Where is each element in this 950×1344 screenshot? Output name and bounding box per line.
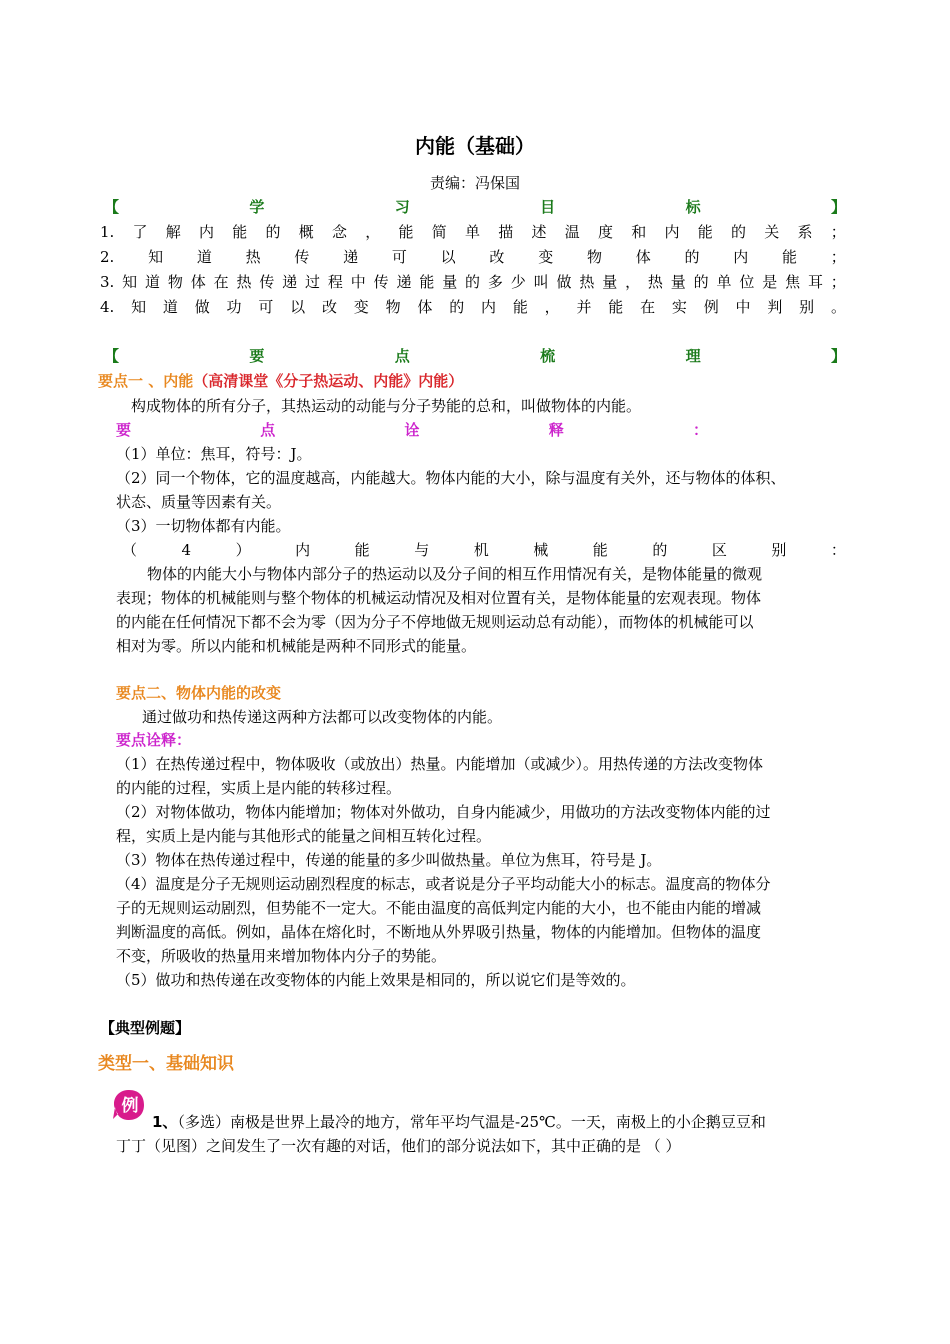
char: 多 — [487, 273, 503, 291]
char: 的 — [465, 273, 481, 291]
char: 叫 — [533, 273, 549, 291]
char: 1. — [100, 223, 115, 241]
kp1-video-link[interactable]: （高清课堂《分子热运动、内能》内能） — [193, 372, 464, 390]
example-1-text: （多选）南极是世界上最冷的地方，常年平均气温是-25℃。一天，南极上的小企鹅豆豆和 — [177, 1113, 766, 1131]
char: 区 — [711, 541, 727, 559]
char: 知 — [131, 298, 147, 316]
char: 量 — [602, 273, 618, 291]
char: 单 — [465, 223, 481, 241]
char: 简 — [431, 223, 447, 241]
char: 功 — [226, 298, 242, 316]
char: 量 — [442, 273, 458, 291]
char: 能 — [697, 223, 713, 241]
char: 判 — [767, 298, 783, 316]
kp1-explain-header — [116, 420, 708, 440]
char: 别 — [799, 298, 815, 316]
char: 物 — [385, 298, 401, 316]
char: 关 — [764, 223, 780, 241]
char: 量 — [670, 273, 686, 291]
char: 以 — [440, 248, 456, 266]
char: 热 — [236, 273, 252, 291]
kp1-item-4-line-4: 相对为零。所以内能和机械能是两种不同形式的能量。 — [116, 637, 477, 655]
kp1-heading — [98, 371, 463, 391]
char: 的 — [652, 541, 668, 559]
char: 道 — [162, 298, 178, 316]
objective-4 — [100, 297, 846, 317]
char: 物 — [167, 273, 183, 291]
char: 体 — [635, 248, 651, 266]
char: 学 — [249, 198, 265, 216]
char: 能 — [592, 541, 608, 559]
char: 传 — [259, 273, 275, 291]
char: 道 — [196, 248, 212, 266]
char: 递 — [396, 273, 412, 291]
char: ； — [830, 273, 846, 291]
char: 能 — [782, 248, 798, 266]
char: 的 — [693, 273, 709, 291]
char: 能 — [398, 223, 414, 241]
char: 2. — [100, 248, 115, 266]
char: 可 — [258, 298, 274, 316]
char: 在 — [640, 298, 656, 316]
char: 与 — [414, 541, 430, 559]
char: ） — [235, 541, 251, 559]
kp1-item-2: （2）同一个物体，它的温度越高，内能越大。物体内能的大小，除与温度有关外，还与物体的体积、 — [116, 469, 786, 487]
char: 温 — [564, 223, 580, 241]
page-title: 内能（基础） — [415, 134, 535, 158]
char: 点 — [394, 347, 410, 365]
objectives-header — [104, 197, 846, 217]
char: 描 — [498, 223, 514, 241]
char: 要 — [116, 421, 132, 439]
editor-credit: 责编：冯保国 — [429, 174, 520, 192]
char: 械 — [533, 541, 549, 559]
type-one-heading: 类型一、基础知识 — [98, 1054, 234, 1074]
char: 热 — [647, 273, 663, 291]
char: 点 — [260, 421, 276, 439]
objective-3 — [100, 272, 846, 292]
char: 述 — [531, 223, 547, 241]
char: 诠 — [404, 421, 420, 439]
kp1-item-4-line-1: 物体的内能大小与物体内部分子的热运动以及分子间的相互作用情况有关，是物体能量的微观 — [147, 565, 763, 583]
kp1-item-4-line-3: 的内能在任何情况下都不会为零（因为分子不停地做无规则运动总有动能），而物体的机械能可以 — [116, 613, 754, 631]
char: 4. — [100, 298, 115, 316]
char: 和 — [631, 223, 647, 241]
char: 物 — [586, 248, 602, 266]
char: 可 — [391, 248, 407, 266]
char: 递 — [282, 273, 298, 291]
char: ； — [830, 223, 846, 241]
char: 体 — [190, 273, 206, 291]
example-badge-label: 例 — [121, 1096, 139, 1116]
example-badge-icon — [112, 1088, 146, 1122]
kp2-line-9: 不变，所吸收的热量用来增加物体内分子的势能。 — [116, 947, 447, 965]
kp2-explain-label: 要点诠释： — [116, 731, 192, 749]
char: 念 — [332, 223, 348, 241]
char: 以 — [290, 298, 306, 316]
char: 做 — [556, 273, 572, 291]
char: 释 — [548, 421, 564, 439]
char: 能 — [354, 541, 370, 559]
char: 并 — [576, 298, 592, 316]
char: 理 — [685, 347, 701, 365]
char: 的 — [449, 298, 465, 316]
kp2-line-2: 的内能的过程，实质上是内能的转移过程。 — [116, 779, 402, 797]
char: 的 — [265, 223, 281, 241]
kp1-item-3: （3）一切物体都有内能。 — [116, 517, 291, 535]
char: 的 — [684, 248, 700, 266]
kp1-item-2-cont: 状态、质量等因素有关。 — [116, 493, 282, 511]
char: 内 — [733, 248, 749, 266]
kp2-line-7: 子的无规则运动剧烈，但势能不一定大。不能由温度的高低判定内能的大小，也不能由内能的增减 — [116, 899, 762, 917]
char: 实 — [671, 298, 687, 316]
char: 概 — [298, 223, 314, 241]
example-1-number: 1、 — [152, 1113, 178, 1131]
examples-header: 【典型例题】 — [100, 1019, 191, 1037]
char: 知 — [148, 248, 164, 266]
char: 热 — [579, 273, 595, 291]
char: 位 — [739, 273, 755, 291]
char: 内 — [481, 298, 497, 316]
char: 中 — [735, 298, 751, 316]
char: 内 — [295, 541, 311, 559]
kp1-item-4-header — [122, 540, 846, 560]
keypoints-header — [104, 346, 846, 366]
char: 传 — [294, 248, 310, 266]
char: 做 — [194, 298, 210, 316]
char: ： — [830, 541, 846, 559]
char: （ — [122, 541, 138, 559]
char: 例 — [703, 298, 719, 316]
char: 的 — [731, 223, 747, 241]
char: 】 — [830, 347, 846, 365]
char: 热 — [245, 248, 261, 266]
char: 度 — [598, 223, 614, 241]
char: 单 — [716, 273, 732, 291]
char: 别 — [771, 541, 787, 559]
char: 能 — [512, 298, 528, 316]
char: 要 — [249, 347, 265, 365]
char: 标 — [685, 198, 701, 216]
char: 传 — [373, 273, 389, 291]
char: 在 — [213, 273, 229, 291]
char: 】 — [830, 198, 846, 216]
char: 递 — [343, 248, 359, 266]
char: 解 — [165, 223, 181, 241]
char: 【 — [104, 198, 120, 216]
kp2-heading: 要点二、物体内能的改变 — [116, 684, 282, 702]
kp2-line-6: （4）温度是分子无规则运动剧烈程度的标志，或者说是分子平均动能大小的标志。温度高的物体分 — [116, 875, 771, 893]
kp1-label: 要点一 、内能 — [98, 372, 194, 390]
char: 变 — [538, 248, 554, 266]
example-1-line-2: 丁丁（见图）之间发生了一次有趣的对话，他们的部分说法如下，其中正确的是 （ ） — [116, 1137, 681, 1155]
char: 习 — [394, 198, 410, 216]
kp1-definition: 构成物体的所有分子，其热运动的动能与分子势能的总和，叫做物体的内能。 — [131, 397, 642, 415]
char: 是 — [762, 273, 778, 291]
char: 耳 — [807, 273, 823, 291]
kp2-line-5: （3）物体在热传递过程中，传递的能量的多少叫做热量。单位为焦耳，符号是 J。 — [116, 851, 662, 869]
objective-2 — [100, 247, 846, 267]
kp2-line-4: 程，实质上是内能与其他形式的能量之间相互转化过程。 — [116, 827, 492, 845]
char: 焦 — [785, 273, 801, 291]
char: 系 — [797, 223, 813, 241]
example-1-line-1 — [152, 1112, 766, 1132]
kp2-line-8: 判断温度的高低。例如，晶体在熔化时，不断地从外界吸引热量，物体的内能增加。但物体的温度 — [116, 923, 762, 941]
char: 机 — [473, 541, 489, 559]
char: 梳 — [540, 347, 556, 365]
char: ： — [692, 421, 708, 439]
kp2-line-1: （1）在热传递过程中，物体吸收（或放出）热量。内能增加（或减少）。用热传递的方法改变物体 — [116, 755, 764, 773]
char: ， — [544, 298, 560, 316]
char: 。 — [830, 298, 846, 316]
char: ， — [365, 223, 381, 241]
char: 内 — [199, 223, 215, 241]
kp2-line-3: （2）对物体做功，物体内能增加；物体对外做功，自身内能减少，用做功的方法改变物体内能的过 — [116, 803, 771, 821]
char: 改 — [489, 248, 505, 266]
char: 中 — [350, 273, 366, 291]
char: 内 — [664, 223, 680, 241]
char: 过 — [305, 273, 321, 291]
char: 了 — [132, 223, 148, 241]
char: 目 — [540, 198, 556, 216]
char: 4 — [181, 541, 192, 559]
char: 程 — [327, 273, 343, 291]
char: 【 — [104, 347, 120, 365]
kp1-item-4-line-2: 表现；物体的机械能则与整个物体的机械运动情况及相对位置有关，是物体能量的宏观表现。物体 — [116, 589, 762, 607]
char: 能 — [608, 298, 624, 316]
kp2-definition: 通过做功和热传递这两种方法都可以改变物体的内能。 — [142, 708, 503, 726]
kp1-item-1: （1）单位：焦耳，符号：J。 — [116, 445, 312, 463]
kp2-line-10: （5）做功和热传递在改变物体的内能上效果是相同的，所以说它们是等效的。 — [116, 971, 636, 989]
char: 体 — [417, 298, 433, 316]
char: 少 — [510, 273, 526, 291]
char: 道 — [145, 273, 161, 291]
char: 能 — [232, 223, 248, 241]
char: ； — [830, 248, 846, 266]
char: 知 — [122, 273, 138, 291]
char: 改 — [321, 298, 337, 316]
objective-1 — [100, 222, 846, 242]
char: 变 — [353, 298, 369, 316]
char: ， — [625, 273, 641, 291]
char: 能 — [419, 273, 435, 291]
char: 3. — [100, 273, 115, 291]
